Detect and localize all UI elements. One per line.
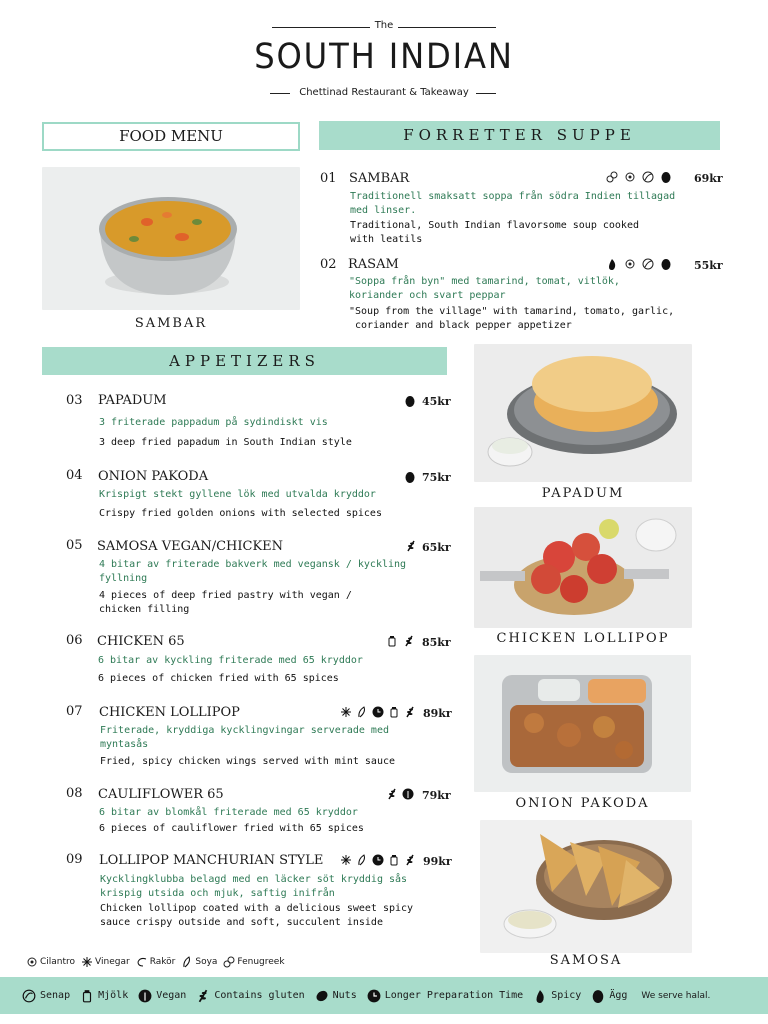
item-number: 08 xyxy=(66,786,83,801)
item-desc-sv: 6 bitar av blomkål friterade med 65 kryddor xyxy=(99,807,358,818)
chicken-lollipop-photo xyxy=(474,507,692,628)
item-price: 45kr xyxy=(422,395,451,408)
fenugreek-icon xyxy=(606,171,618,183)
gluten-icon xyxy=(404,854,416,866)
sambar-photo xyxy=(42,167,300,310)
item-desc-sv: Krispigt stekt gyllene lök med utvalda kryddor xyxy=(99,489,376,500)
item-price: 69kr xyxy=(694,172,723,185)
milk-icon xyxy=(388,706,400,718)
item-name: PAPADUM xyxy=(98,393,167,408)
caption-sambar: SAMBAR xyxy=(134,316,208,331)
legend-label: Vegan xyxy=(156,990,187,1001)
logo-name: SOUTH INDIAN xyxy=(254,37,514,77)
clock-icon xyxy=(367,989,381,1003)
item-name: CHICKEN LOLLIPOP xyxy=(99,705,240,720)
gluten-icon xyxy=(403,635,415,647)
item-desc-sv: Friterade, kryddiga kycklingvingar serverade med myntasås xyxy=(100,725,389,750)
item-desc-en: Chicken lollipop coated with a delicious sweet spicy sauce crispy outside and soft, succulent inside xyxy=(100,903,414,928)
cilantro-icon xyxy=(624,258,636,270)
food-menu-label: FOOD MENU xyxy=(42,122,300,151)
item-number: 02 xyxy=(320,257,337,272)
caption-papadum: PAPADUM xyxy=(541,486,625,501)
gluten-icon xyxy=(404,706,416,718)
legend-label: Soya xyxy=(195,957,218,967)
item-name: CAULIFLOWER 65 xyxy=(98,787,224,802)
item-name: ONION PAKODA xyxy=(98,469,209,484)
milk-icon xyxy=(388,854,400,866)
egg-icon xyxy=(660,258,672,270)
cilantro-icon xyxy=(26,956,38,968)
item-price: 65kr xyxy=(422,541,451,554)
mustard-icon xyxy=(22,989,36,1003)
vegan-icon xyxy=(402,788,414,800)
halal-note: We serve halal. xyxy=(641,990,711,1001)
item-desc-en: 6 pieces of chicken fried with 65 spices xyxy=(98,673,339,684)
item-desc-en: 4 pieces of deep fried pastry with vegan / chicken filling xyxy=(99,590,352,615)
allergen-legend xyxy=(0,977,768,1014)
item-price: 89kr xyxy=(423,707,452,720)
caption-onion-pakoda: ONION PAKODA xyxy=(515,796,650,811)
item-desc-en: Fried, spicy chicken wings served with mint sauce xyxy=(100,756,396,767)
egg-icon xyxy=(660,171,672,183)
item-icons xyxy=(606,171,672,183)
item-price: 79kr xyxy=(422,789,451,802)
item-icons xyxy=(386,788,414,800)
legend-label: Rakör xyxy=(149,957,176,967)
vinegar-icon xyxy=(340,706,352,718)
clock-icon xyxy=(372,854,384,866)
papadum-photo xyxy=(474,344,692,482)
clock-icon xyxy=(372,706,384,718)
item-name: SAMBAR xyxy=(349,171,410,186)
legend-label: Spicy xyxy=(551,990,582,1001)
item-desc-sv: 3 friterade pappadum på sydindiskt vis xyxy=(99,417,328,428)
item-number: 01 xyxy=(320,171,337,186)
gluten-icon xyxy=(196,989,210,1003)
item-number: 04 xyxy=(66,468,83,483)
item-number: 07 xyxy=(66,704,83,719)
item-desc-en: Traditional, South Indian flavorsome soup cooked with leatils xyxy=(350,220,639,245)
legend-label: Vinegar xyxy=(95,957,130,967)
egg-icon xyxy=(591,989,605,1003)
item-icons xyxy=(340,854,416,866)
legend-label: Longer Preparation Time xyxy=(384,990,524,1001)
onion-pakoda-photo xyxy=(474,655,691,792)
soya-icon xyxy=(181,956,193,968)
cilantro-icon xyxy=(624,171,636,183)
appetizers-section-title: APPETIZERS xyxy=(42,347,447,375)
soya-icon xyxy=(356,854,368,866)
spicy-icon xyxy=(533,989,547,1003)
vinegar-icon xyxy=(340,854,352,866)
legend-small xyxy=(26,956,285,968)
logo-tagline: Chettinad Restaurant & Takeaway xyxy=(299,87,469,98)
item-name: RASAM xyxy=(348,257,399,272)
item-number: 06 xyxy=(66,633,83,648)
samosa-photo xyxy=(480,820,692,953)
item-price: 99kr xyxy=(423,855,452,868)
item-name: LOLLIPOP MANCHURIAN STYLE xyxy=(99,853,324,868)
vegan-icon xyxy=(138,989,152,1003)
gluten-icon xyxy=(386,788,398,800)
item-desc-sv: "Soppa från byn" med tamarind, tomat, vitlök, koriander och svart peppar xyxy=(349,276,620,301)
legend-label: Mjölk xyxy=(98,990,129,1001)
logo-the: The xyxy=(374,20,394,31)
item-desc-sv: Traditionell smaksatt soppa från södra Indien tillagad med linser. xyxy=(350,191,676,216)
caption-chicken-lollipop: CHICKEN LOLLIPOP xyxy=(496,631,670,646)
item-number: 03 xyxy=(66,393,83,408)
vegan-icon xyxy=(642,258,654,270)
item-price: 75kr xyxy=(422,471,451,484)
legend-label: Contains gluten xyxy=(214,990,305,1001)
milk-icon xyxy=(386,635,398,647)
caption-samosa: SAMOSA xyxy=(549,953,623,968)
legend-label: Cilantro xyxy=(40,957,76,967)
gluten-icon xyxy=(405,540,417,552)
item-desc-sv: Kycklingklubba belagd med en läcker söt kryddig sås krispig utsida och mjuk, saftig inifrån xyxy=(100,874,408,899)
fenugreek-icon xyxy=(223,956,235,968)
legend-label: Fenugreek xyxy=(237,957,285,967)
shrimp-icon xyxy=(136,956,148,968)
vegan-icon xyxy=(642,171,654,183)
item-desc-sv: 4 bitar av friterade bakverk med vegansk / kyckling fyllning xyxy=(99,559,407,584)
item-icons xyxy=(606,258,672,270)
legend-label: Senap xyxy=(40,990,71,1001)
item-name: CHICKEN 65 xyxy=(97,634,185,649)
spicy-icon xyxy=(606,258,618,270)
item-icons xyxy=(340,706,416,718)
legend-label: Ägg xyxy=(609,990,628,1001)
soya-icon xyxy=(356,706,368,718)
egg-icon xyxy=(404,395,416,407)
nuts-icon xyxy=(315,989,329,1003)
item-number: 05 xyxy=(66,538,83,553)
item-desc-en: "Soup from the village" with tamarind, tomato, garlic, coriander and black pepper appetizer xyxy=(349,306,675,331)
vinegar-icon xyxy=(81,956,93,968)
item-desc-en: Crispy fried golden onions with selected spices xyxy=(99,508,382,519)
item-price: 85kr xyxy=(422,636,451,649)
item-number: 09 xyxy=(66,852,83,867)
item-name: SAMOSA VEGAN/CHICKEN xyxy=(97,539,284,554)
item-price: 55kr xyxy=(694,259,723,272)
item-desc-en: 6 pieces of cauliflower fried with 65 spices xyxy=(99,823,364,834)
legend-label: Nuts xyxy=(332,990,357,1001)
item-desc-sv: 6 bitar av kyckling friterade med 65 kryddor xyxy=(98,655,363,666)
milk-icon xyxy=(80,989,94,1003)
item-desc-en: 3 deep fried papadum in South Indian style xyxy=(99,437,352,448)
egg-icon xyxy=(404,471,416,483)
soup-section-title: FORRETTER SUPPE xyxy=(319,121,720,150)
item-icons xyxy=(386,635,415,647)
